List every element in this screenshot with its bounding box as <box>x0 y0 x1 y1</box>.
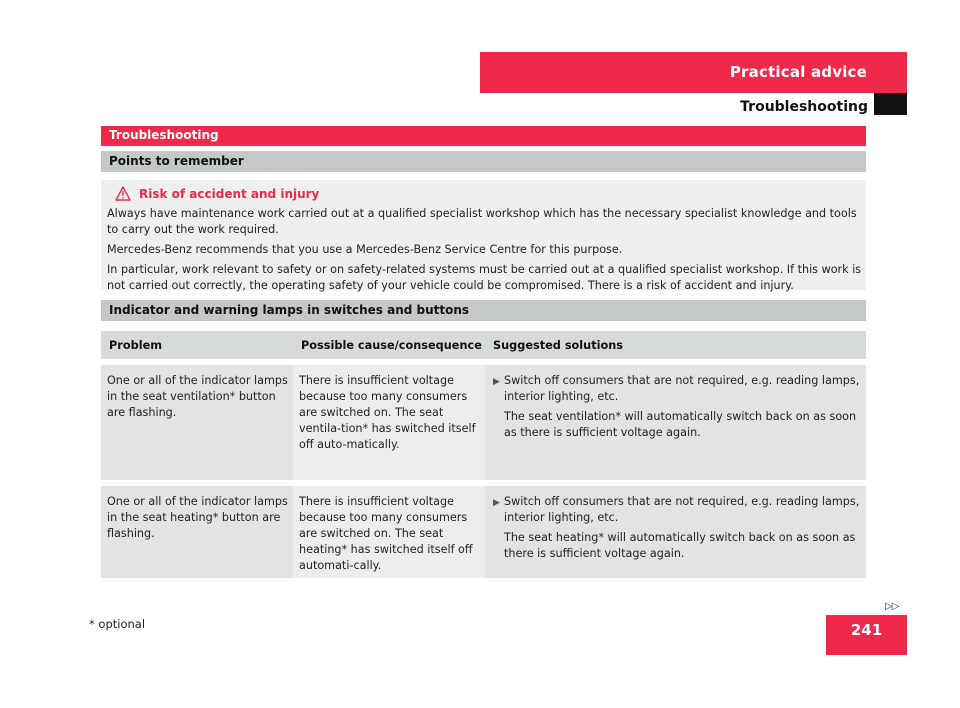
cell-solution <box>485 365 866 480</box>
page-number-box <box>826 615 907 655</box>
cell-cause: There is insufficient voltage because too many consumers are switched on. The seat ventila-tion* has switched itself off auto-matically. <box>293 365 485 480</box>
title-bar <box>101 126 866 146</box>
solution-step: Switch off consumers that are not required, e.g. reading lamps, interior lighting, etc. <box>504 495 860 524</box>
cell-cause: There is insufficient voltage because too many consumers are switched on. The seat heating* has switched itself off automati-cally. <box>293 486 485 578</box>
page-number: 241 <box>850 621 883 639</box>
header-marker-block <box>874 93 907 115</box>
warning-header <box>115 186 319 201</box>
warning-triangle-icon <box>115 186 131 201</box>
warning-body <box>107 206 862 298</box>
solution-step: Switch off consumers that are not required, e.g. reading lamps, interior lighting, etc. <box>504 374 860 403</box>
solution-result: The seat heating* will automatically switch back on as soon as there is sufficient voltage again. <box>504 531 856 560</box>
header-solutions: Suggested solutions <box>493 339 624 352</box>
bullet-arrow-icon: ▶ <box>493 377 500 387</box>
warning-title: Risk of accident and injury <box>139 186 320 201</box>
table-row <box>101 365 866 480</box>
table-header <box>101 331 866 359</box>
continued-arrows-icon: ▷▷ <box>885 601 899 612</box>
solution-result: The seat ventilation* will automatically switch back on as soon as there is sufficient voltage again. <box>504 410 857 439</box>
warning-paragraph: In particular, work relevant to safety or on safety-related systems must be carried out at a qualified specialist workshop. If this work is not carried out correctly, the operating safety of your vehicle could be compromised. There is a risk of accident and injury. <box>107 263 862 292</box>
table-row <box>101 486 866 578</box>
warning-paragraph: Mercedes-Benz recommends that you use a Mercedes-Benz Service Centre for this purpose. <box>107 243 623 256</box>
footnote: * optional <box>89 617 146 631</box>
section-title: Practical advice <box>729 63 867 81</box>
cell-problem: One or all of the indicator lamps in the seat heating* button are flashing. <box>107 495 288 540</box>
lamps-bar <box>101 300 866 321</box>
warning-box <box>101 180 866 290</box>
points-bar-label: Points to remember <box>109 154 244 168</box>
points-bar <box>101 151 866 172</box>
troubleshooting-table <box>101 331 866 578</box>
subsection-title: Troubleshooting <box>740 99 868 115</box>
warning-paragraph: Always have maintenance work carried out at a qualified specialist workshop which has the necessary specialist knowledge and tools to carry out the work required. <box>107 207 857 236</box>
header-problem: Problem <box>109 339 163 352</box>
header-cause: Possible cause/consequence <box>301 339 482 352</box>
section-header <box>480 52 907 93</box>
title-bar-label: Troubleshooting <box>109 128 219 142</box>
cell-solution <box>485 486 866 578</box>
cell-problem: One or all of the indicator lamps in the seat ventilation* button are flashing. <box>107 374 288 419</box>
bullet-arrow-icon: ▶ <box>493 498 500 508</box>
lamps-bar-label: Indicator and warning lamps in switches and buttons <box>109 303 470 317</box>
